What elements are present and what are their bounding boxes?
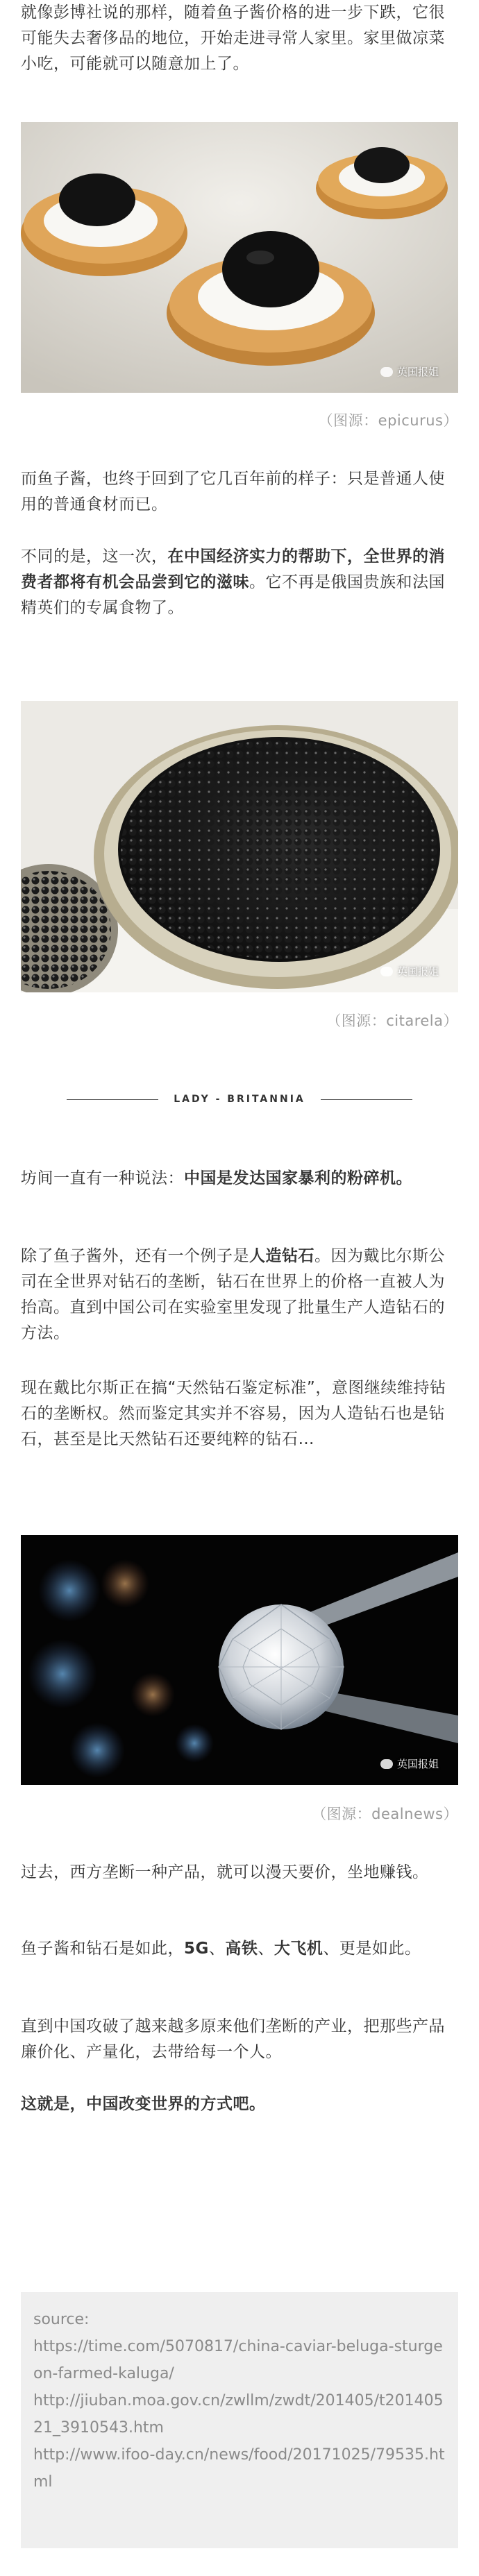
paragraph-profit-crusher: 坊间一直有一种说法：中国是发达国家暴利的粉碎机。 — [21, 1169, 412, 1187]
diamond-image — [21, 1535, 458, 1785]
weibo-logo-icon — [380, 367, 393, 377]
caviar-blini-photo-icon — [21, 122, 458, 393]
caviar-blini-image — [21, 122, 458, 393]
paragraph-western-monopoly — [21, 1860, 458, 1886]
paragraph-ordinary-food — [21, 466, 458, 518]
divider-rule — [67, 1099, 158, 1100]
paragraph-examples: 鱼子酱和钻石是如此，5G、高铁、大飞机、更是如此。 — [21, 1940, 421, 1958]
source-link-moa[interactable]: http://jiuban.moa.gov.cn/zwllm/zwdt/201405/t20140521_3910543.htm — [33, 2392, 444, 2437]
paragraph-text: 直到中国攻破了越来越多原来他们垄断的产业，把那些产品廉价化、产量化，去带给每一个人。 — [21, 2017, 445, 2061]
source-link-time[interactable]: https://time.com/5070817/china-caviar-beluga-sturgeon-farmed-kaluga/ — [33, 2338, 443, 2382]
paragraph-global-consumers: 不同的是，这一次，在中国经济实力的帮助下，全世界的消费者都将有机会品尝到它的滋味。它不再是俄国贵族和法国精英们的专属食物了。 — [21, 548, 445, 617]
paragraph-breakthrough — [21, 2014, 458, 2065]
caviar-tin-photo-icon — [21, 701, 458, 992]
paragraph-artificial-diamond: 除了鱼子酱外，还有一个例子是人造钻石。因为戴比尔斯公司在全世界对钻石的垄断，钻石在世界上的价格一直被人为抬高。直到中国公司在实验室里发现了批量生产人造钻石的方法。 — [21, 1247, 445, 1342]
bold-highlight: 在中国经济实力的帮助下，全世界的消费者都将有机会品尝到它的滋味 — [21, 548, 445, 591]
watermark: 英国报姐 — [380, 1756, 439, 1771]
brand-label: LADY - BRITANNIA — [174, 1094, 305, 1105]
watermark: 英国报姐 — [380, 364, 439, 379]
paragraph-natural-diamond-standard — [21, 1375, 458, 1452]
bold-highlight: 人造钻石 — [249, 1247, 314, 1265]
weibo-logo-icon — [380, 1759, 393, 1769]
bold-highlight: 中国是发达国家暴利的粉碎机。 — [184, 1169, 412, 1187]
watermark: 英国报姐 — [380, 964, 439, 978]
source-label: source: — [33, 2311, 90, 2328]
paragraph-caviar-price — [21, 0, 458, 77]
paragraph-conclusion — [21, 2092, 458, 2117]
source-link-ifoodday[interactable]: http://www.ifoo-day.cn/news/food/20171025/79535.html — [33, 2446, 445, 2491]
section-divider — [67, 1094, 412, 1105]
diamond-tweezers-photo-icon — [21, 1535, 458, 1785]
caviar-tin-image — [21, 701, 458, 992]
image-caption: （图源：citarela） — [326, 1012, 458, 1029]
weibo-logo-icon — [380, 967, 393, 976]
image-caption: （图源：dealnews） — [312, 1806, 458, 1822]
paragraph-text: 这就是，中国改变世界的方式吧。 — [21, 2095, 266, 2113]
source-block — [21, 2292, 458, 2548]
paragraph-text: 就像彭博社说的那样，随着鱼子酱价格的进一步下跌，它很可能失去奢侈品的地位，开始走进寻常人家里。家里做凉菜小吃，可能就可以随意加上了。 — [21, 3, 445, 73]
paragraph-text: 现在戴比尔斯正在搞“天然钻石鉴定标准”，意图继续维持钻石的垄断权。然而鉴定其实并不容易，因为人造钻石也是钻石，甚至是比天然钻石还要纯粹的钻石… — [21, 1379, 446, 1448]
divider-rule — [321, 1099, 412, 1100]
paragraph-text: 过去，西方垄断一种产品，就可以漫天要价，坐地赚钱。 — [21, 1863, 429, 1881]
image-caption: （图源：epicurus） — [318, 412, 458, 429]
paragraph-text: 而鱼子酱，也终于回到了它几百年前的样子：只是普通人使用的普通食材而已。 — [21, 470, 445, 514]
